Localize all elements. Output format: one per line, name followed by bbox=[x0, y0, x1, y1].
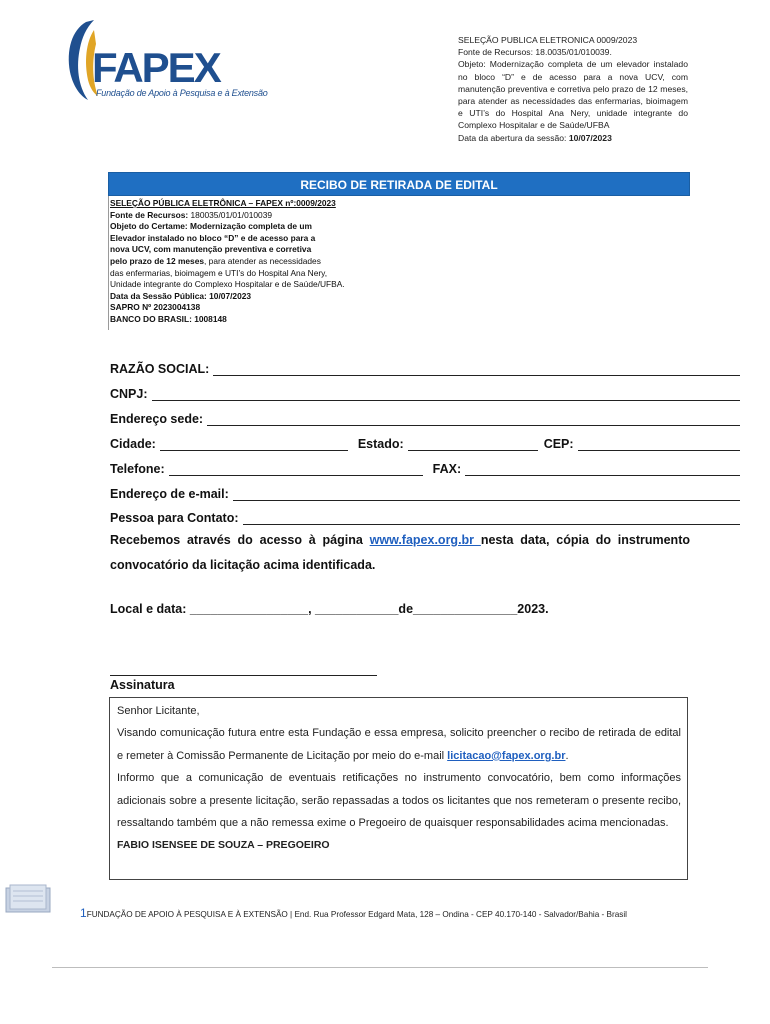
recibo-banner: RECIBO DE RETIRADA DE EDITAL bbox=[108, 172, 690, 196]
pregoeiro-signature: FABIO ISENSEE DE SOUZA – PREGOEIRO bbox=[117, 839, 330, 852]
page-number: 1 bbox=[80, 906, 87, 920]
footer-address: FUNDAÇÃO DE APOIO À PESQUISA E À EXTENSÃO | End. Rua Professor Edgard Mata, 128 – Ondina - CEP 40.170-140 - Salvador/Bahia - Brasil bbox=[86, 910, 628, 919]
edital-fonte: 180035/01/01/010039 bbox=[190, 209, 273, 220]
pessoa-contato-field[interactable]: Pessoa para Contato: bbox=[110, 505, 740, 525]
estado-field[interactable] bbox=[408, 436, 538, 451]
fapex-logo bbox=[64, 14, 220, 114]
header-abertura: Data da abertura da sessão: 10/07/2023 bbox=[458, 132, 612, 143]
cidade-estado-cep-row bbox=[110, 431, 740, 451]
edital-selecao: SELEÇÃO PÚBLICA ELETRÔNICA – FAPEX nº:0009/2023 bbox=[110, 198, 336, 208]
header-line2: Fonte de Recursos: 18.0035/01/010039. bbox=[458, 47, 612, 58]
notice-greeting: Senhor Licitante, bbox=[117, 705, 200, 717]
recebemos-paragraph: Recebemos através do acesso à página www.fapex.org.br nesta data, cópia do instrumento convocatório da licitação acima identificada. bbox=[110, 533, 690, 572]
notice-paragraph-1: Visando comunicação futura entre esta Fundação e essa empresa, solicito preencher o recibo de retirada de edital e remeter à Comissão Permanente de Licitação por meio do e-mail licitacao@fapex.org.br. bbox=[117, 727, 681, 762]
logo-subtitle: Fundação de Apoio à Pesquisa e à Extensão bbox=[96, 88, 268, 98]
fax-field[interactable] bbox=[465, 461, 740, 476]
licitacao-email-link[interactable]: licitacao@fapex.org.br bbox=[447, 749, 566, 762]
header-block bbox=[458, 34, 688, 144]
email-field[interactable]: Endereço de e-mail: bbox=[110, 481, 740, 501]
fax-label: FAX: bbox=[432, 462, 462, 476]
edital-sapro: SAPRO Nº 2023004138 bbox=[110, 302, 201, 313]
logo-brand: FAPEX bbox=[92, 44, 220, 91]
razao-social-field[interactable]: RAZÃO SOCIAL: bbox=[110, 356, 740, 376]
footer bbox=[80, 906, 627, 920]
cep-label: CEP: bbox=[543, 437, 574, 451]
signature-label: Assinatura bbox=[110, 678, 175, 692]
notice-text bbox=[117, 700, 681, 857]
endereco-sede-field[interactable]: Endereço sede: bbox=[110, 406, 740, 426]
fapex-website-link[interactable]: www.fapex.org.br bbox=[369, 533, 481, 547]
header-line1: SELEÇÃO PUBLICA ELETRONICA 0009/2023 bbox=[458, 35, 638, 45]
folder-stack-icon bbox=[5, 884, 51, 914]
signature-line bbox=[110, 675, 377, 676]
edital-banco: BANCO DO BRASIL: 1008148 bbox=[110, 313, 227, 324]
cidade-label: Cidade: bbox=[110, 437, 156, 451]
local-data-field[interactable]: Local e data: _________________, ____________de_______________2023. bbox=[110, 602, 549, 616]
cep-field[interactable] bbox=[578, 436, 740, 451]
telefone-fax-row bbox=[110, 456, 740, 476]
edital-data-sessao: Data da Sessão Pública: 10/07/2023 bbox=[110, 290, 252, 301]
telefone-field[interactable] bbox=[169, 461, 423, 476]
notice-paragraph-2: Informo que a comunicação de eventuais retificações no instrumento convocatório, bem como informações adicionais sobre a presente licitação, serão repassadas a todos os licitantes que nos remeteram o presente recibo, ressaltando também que a não remessa exime o Pregoeiro de quaisquer responsabilidades acima mencionadas. bbox=[117, 772, 681, 830]
cidade-field[interactable] bbox=[160, 436, 348, 451]
edital-details: SELEÇÃO PÚBLICA ELETRÔNICA – FAPEX nº:0009/2023 Fonte de Recursos: 180035/01/01/010039 Objeto do Certame: Modernização completa de um Elevador instalado no bloco “D” e de acesso para a nova UCV, com manutenção preventiva e corretiva pelo prazo de 12 meses, para atender as necessidades das enfermarias, bioimagem e UTI’s do Hospital Ana Nery, Unidade integrante do Complexo Hospitalar e de Saúde/UFBA. Data da Sessão Pública: 10/07/2023 SAPRO Nº 2023004138 BANCO DO BRASIL: 1008148 bbox=[110, 198, 345, 324]
bottom-divider bbox=[52, 967, 708, 968]
telefone-label: Telefone: bbox=[110, 462, 165, 476]
cnpj-field[interactable]: CNPJ: bbox=[110, 381, 740, 401]
edital-objeto: Objeto do Certame: Modernização completa de um bbox=[110, 221, 312, 232]
header-objeto: Objeto: Modernização completa de um elevador instalado no bloco “D” e de acesso para a nova UCV, com manutenção preventiva e corretiva pelo prazo de 12 meses, para atender as necessidades das enfermarias, bioimagem e UTI’s do Hospital Ana Nery, unidade integrante do Complexo Hospitalar e de Saúde/UFBA bbox=[458, 59, 688, 131]
estado-label: Estado: bbox=[357, 437, 404, 451]
